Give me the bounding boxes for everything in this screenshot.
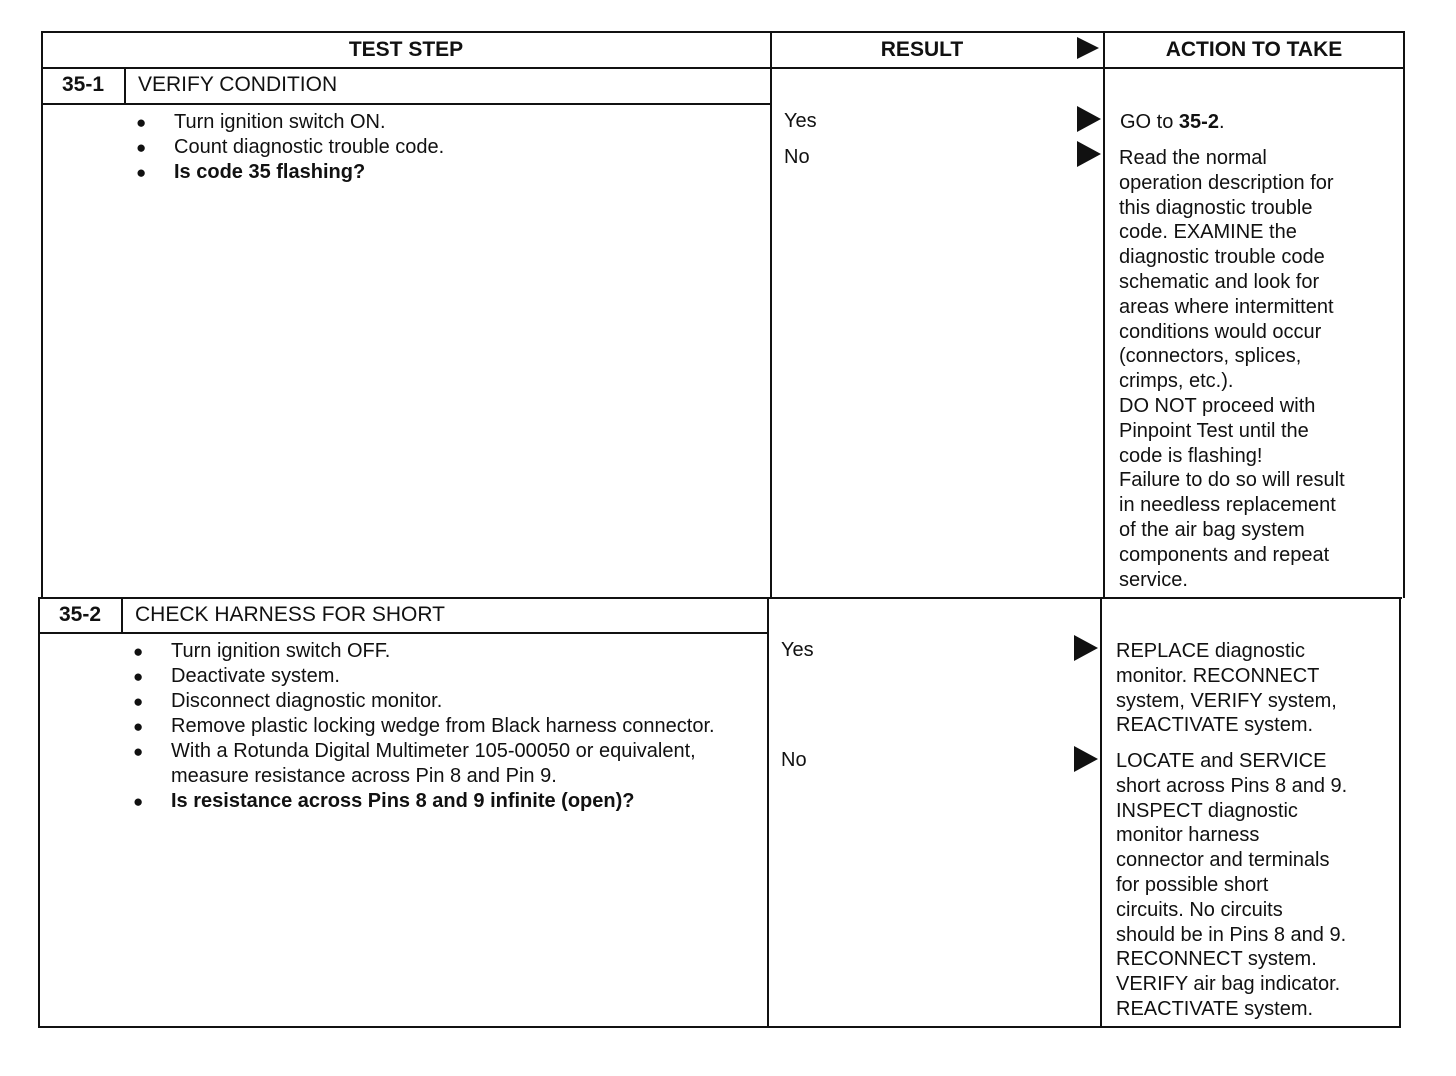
action-line: system, VERIFY system,	[1116, 689, 1337, 712]
action-line: code is flashing!	[1119, 444, 1263, 467]
step-title: CHECK HARNESS FOR SHORT	[135, 603, 445, 626]
action-line: crimps, etc.).	[1119, 370, 1234, 393]
action-line: conditions would occur	[1119, 320, 1322, 343]
action-line: monitor harness	[1116, 824, 1260, 847]
step-number: 35-1	[61, 73, 105, 96]
table-bottom-border	[38, 1026, 1400, 1028]
table-right-border	[1403, 31, 1405, 598]
step-title-underline	[41, 103, 771, 105]
action-line: REPLACE diagnostic	[1116, 640, 1305, 662]
instruction-item: ● With a Rotunda Digital Multimeter 105-00050 or equivalent, measure resistance across Pin 8 and Pin 9.	[133, 739, 743, 789]
result-yes: Yes	[781, 639, 814, 661]
step-question: ● Is resistance across Pins 8 and 9 infinite (open)?	[133, 789, 743, 814]
action-line: REACTIVATE system.	[1116, 997, 1314, 1020]
instruction-item: ● Disconnect diagnostic monitor.	[133, 689, 743, 714]
action-line: connector and terminals	[1116, 849, 1330, 872]
action-line: Read the normal	[1119, 147, 1267, 169]
header-test-step: TEST STEP	[348, 38, 464, 61]
action-line: schematic and look for	[1119, 270, 1320, 293]
column-divider-result	[767, 597, 769, 1028]
step-instructions	[133, 639, 743, 814]
action-line: LOCATE and SERVICE	[1116, 750, 1327, 772]
action-line: areas where intermittent	[1119, 295, 1334, 318]
action-yes	[1116, 639, 1398, 738]
row-divider	[40, 597, 1402, 599]
action-line: short across Pins 8 and 9.	[1116, 774, 1348, 797]
action-line: diagnostic trouble code	[1119, 246, 1325, 269]
action-line: RECONNECT system.	[1116, 948, 1317, 971]
step-number-divider	[124, 67, 126, 104]
step-title-underline	[38, 632, 768, 634]
result-arrow-icon	[1074, 635, 1098, 661]
header-action-to-take: ACTION TO TAKE	[1165, 38, 1343, 61]
action-yes	[1120, 110, 1402, 135]
column-divider-action	[1100, 597, 1102, 1028]
column-divider-result	[770, 31, 772, 598]
action-line: Failure to do so will result	[1119, 469, 1345, 492]
action-line: code. EXAMINE the	[1119, 221, 1297, 244]
action-line: this diagnostic trouble	[1119, 196, 1313, 219]
action-line: in needless replacement	[1119, 494, 1336, 517]
header-result: RESULT	[880, 38, 964, 61]
action-line: monitor. RECONNECT	[1116, 664, 1320, 687]
instruction-item: ● Remove plastic locking wedge from Black harness connector.	[133, 714, 743, 739]
action-step-reference: 35-2	[1178, 111, 1219, 133]
instruction-item: ● Deactivate system.	[133, 664, 743, 689]
action-no	[1119, 146, 1401, 592]
result-yes: Yes	[784, 110, 817, 132]
action-line: INSPECT diagnostic	[1116, 799, 1298, 822]
result-arrow-icon	[1077, 141, 1101, 167]
action-line: VERIFY air bag indicator.	[1116, 973, 1341, 996]
action-line: should be in Pins 8 and 9.	[1116, 923, 1347, 946]
action-text: .	[1218, 111, 1225, 133]
action-line: Pinpoint Test until the	[1119, 419, 1309, 442]
action-line: operation description for	[1119, 171, 1334, 194]
instruction-item: ● Turn ignition switch OFF.	[133, 639, 743, 664]
column-divider-action	[1103, 31, 1105, 598]
header-arrow-icon	[1077, 37, 1099, 59]
table-right-border	[1399, 597, 1401, 1028]
action-line: circuits. No circuits	[1116, 898, 1283, 921]
result-no: No	[784, 146, 810, 168]
action-text: GO to	[1120, 111, 1179, 133]
action-no	[1116, 749, 1398, 1022]
step-question: ● Is code 35 flashing?	[136, 160, 746, 185]
action-line: for possible short	[1116, 873, 1269, 896]
instruction-item: ● Turn ignition switch ON.	[136, 110, 746, 135]
table-left-border	[41, 31, 43, 598]
step-number-divider	[121, 597, 123, 634]
step-title: VERIFY CONDITION	[138, 73, 338, 96]
action-line: of the air bag system	[1119, 518, 1305, 541]
instruction-item: ● Count diagnostic trouble code.	[136, 135, 746, 160]
result-arrow-icon	[1074, 746, 1098, 772]
action-line: service.	[1119, 568, 1188, 591]
step-number: 35-2	[58, 603, 102, 626]
step-instructions	[136, 110, 746, 185]
header-bottom-border	[42, 67, 1405, 69]
action-line: REACTIVATE system.	[1116, 714, 1314, 737]
action-line: components and repeat	[1119, 543, 1330, 566]
table-left-border	[38, 597, 40, 1028]
result-no: No	[781, 749, 807, 771]
action-line: (connectors, splices,	[1119, 345, 1302, 368]
result-arrow-icon	[1077, 106, 1101, 132]
action-line: DO NOT proceed with	[1119, 394, 1316, 417]
